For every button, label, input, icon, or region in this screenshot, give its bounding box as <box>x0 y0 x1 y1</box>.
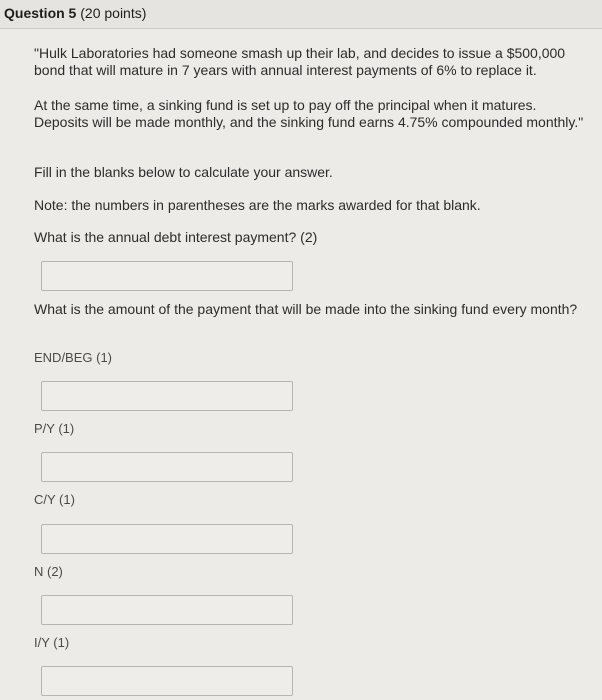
py-answer-field[interactable] <box>41 452 293 482</box>
note-text: Note: the numbers in parentheses are the marks awarded for that blank. <box>34 197 481 213</box>
question-header <box>0 0 602 29</box>
question-title <box>4 5 146 21</box>
n-label: N (2) <box>34 564 63 579</box>
py-label: P/Y (1) <box>34 421 75 436</box>
annual-interest-prompt: What is the annual debt interest payment? (2) <box>34 229 318 245</box>
problem-paragraph-1: "Hulk Laboratories had someone smash up their lab, and decides to issue a $500,000 bond that will mature in 7 years with annual interest payments of 6% to replace it. <box>34 45 566 78</box>
problem-paragraph-2: At the same time, a sinking fund is set up to pay off the principal when it matures. Deposits will be made monthly, and the sinking fund earns 4.75% compounded monthly." <box>34 97 584 130</box>
iy-answer-field[interactable] <box>41 666 293 696</box>
cy-label: C/Y (1) <box>34 492 75 507</box>
end-beg-label: END/BEG (1) <box>34 350 113 365</box>
annual-interest-answer-field[interactable] <box>41 261 293 291</box>
iy-label: I/Y (1) <box>34 635 70 650</box>
sinking-payment-prompt: What is the amount of the payment that will be made into the sinking fund every month? <box>34 301 578 317</box>
n-answer-field[interactable] <box>41 595 293 625</box>
instruction-text: Fill in the blanks below to calculate your answer. <box>34 164 333 180</box>
question-points: (20 points) <box>80 5 147 21</box>
question-number: Question 5 <box>4 5 77 21</box>
end-beg-answer-field[interactable] <box>41 381 293 411</box>
cy-answer-field[interactable] <box>41 524 293 554</box>
